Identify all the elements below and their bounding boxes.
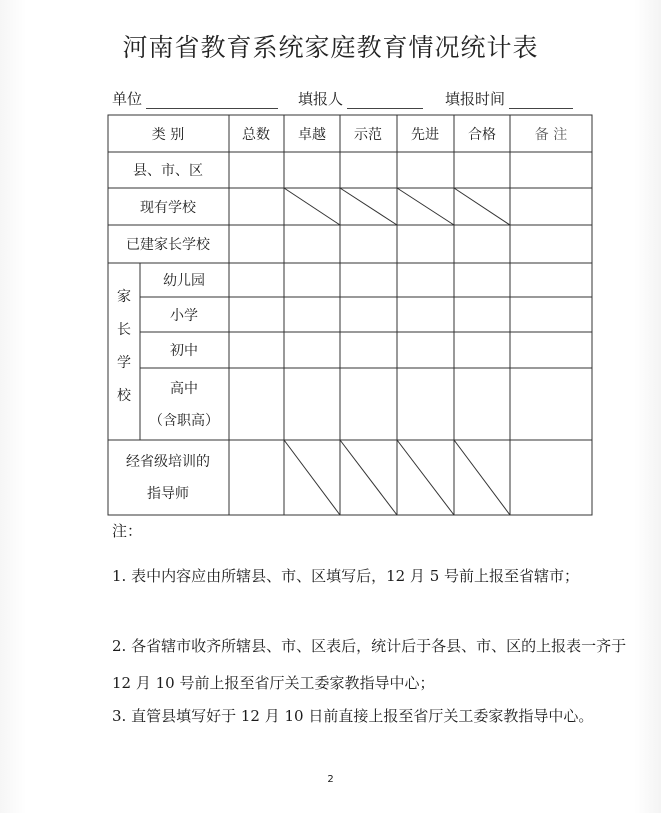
row-label-built-parent-schools: 已建家长学校 xyxy=(126,237,210,253)
note-item-3: 3. 直管县填写好于 12 月 10 日前直接上报至省厅关工委家教指导中心。 xyxy=(112,707,594,725)
row-label-junior-high: 初中 xyxy=(170,343,198,359)
notes-label: 注： xyxy=(112,522,143,540)
column-header-model: 示范 xyxy=(354,127,382,143)
page-number: 2 xyxy=(327,774,334,785)
diagonal-slash xyxy=(397,440,454,515)
row-label-senior-high: 高中 xyxy=(170,381,198,397)
diagonal-slash xyxy=(454,188,510,225)
note-item-1: 1. 表中内容应由所辖县、市、区填写后，12 月 5 号前上报至省辖市； xyxy=(112,567,580,585)
diagonal-slash xyxy=(284,440,340,515)
diagonal-slash xyxy=(454,440,510,515)
unit-label: 单位 xyxy=(112,90,143,108)
row-label-trained-line1: 经省级培训的 xyxy=(126,454,210,470)
row-label-trained-line2: 指导师 xyxy=(147,486,189,502)
date-label: 填报时间 xyxy=(445,90,506,108)
diagonal-slash xyxy=(340,188,397,225)
diagonal-slash xyxy=(397,188,454,225)
diagonal-slash xyxy=(340,440,397,515)
column-header-excellent: 卓越 xyxy=(298,127,326,143)
row-label-senior-high-note: （含职高） xyxy=(149,413,219,429)
column-header-category: 类 别 xyxy=(151,127,185,143)
row-label-county: 县、市、区 xyxy=(133,163,203,179)
row-label-kindergarten: 幼儿园 xyxy=(163,273,205,289)
column-header-total: 总数 xyxy=(242,127,270,143)
row-label-parent-school-group: 家长学校 xyxy=(117,289,131,404)
row-label-existing-schools: 现有学校 xyxy=(140,200,196,216)
column-header-remarks: 备 注 xyxy=(534,127,568,143)
page-title: 河南省教育系统家庭教育情况统计表 xyxy=(122,33,539,62)
column-header-advanced: 先进 xyxy=(411,127,439,143)
note-item-2: 2. 各省辖市收齐所辖县、市、区表后，统计后于各县、市、区的上报表一齐于 12 月 10 号前上报至省厅关工委家教指导中心； xyxy=(112,637,627,692)
filler-label: 填报人 xyxy=(298,90,344,108)
diagonal-slash xyxy=(284,188,340,225)
row-label-primary: 小学 xyxy=(170,308,198,324)
column-header-qualified: 合格 xyxy=(468,127,496,143)
